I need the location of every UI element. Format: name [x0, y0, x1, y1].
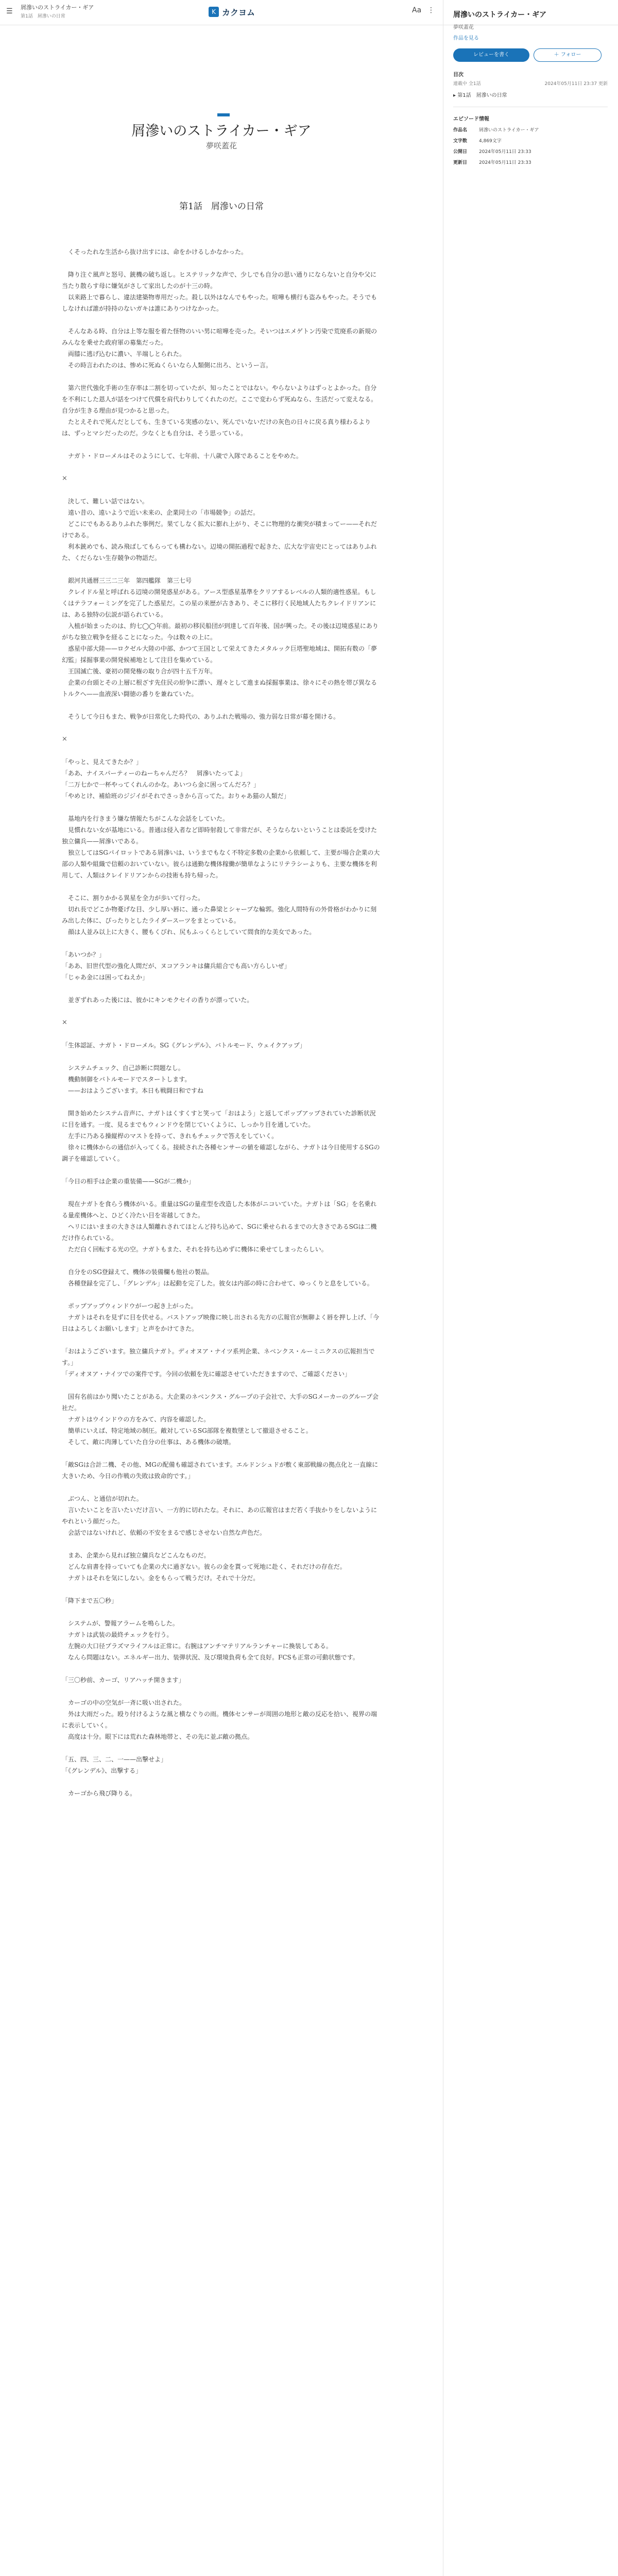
body-paragraph: 「敵SGは合計二機、その他、MGの配備も確認されています。エルドンシュドが敷く東部戦線の拠点化と一直線に大きいため、今日の作戦の失敗は致命的です。」 — [62, 1461, 379, 1480]
info-key: 作品名 — [453, 128, 468, 133]
body-paragraph: くそったれな生活から抜け出すには、命をかけるしかなかった。 — [62, 248, 248, 256]
info-key: 更新日 — [453, 160, 468, 165]
body-paragraph: 「生体認証、ナガト・ドローメル。SG《グレンデル》、バトルモード、ウェイクアップ」 — [62, 1042, 306, 1049]
episode-info-table — [453, 126, 608, 165]
body-paragraph: 第六世代強化手術の生存率は二割を切っていたが、知ったことではない。やらないよりはずっとよかった。自分を不利にした恩人が話をつけて代償を肩代わりしてくれたのだ。ここで変わらず死ぬなら、生活だって変えなる。自分が生きる理由が見つかると思った。 たとえそれで死んだとしても、生きている実感のない、死んでいないだけの灰色の日々に戻る真り様わるよりは、ずっとマシだったのだ。少なくとも自分は、そう思っている。 — [62, 384, 377, 437]
body-paragraph: カーゴの中の空気が一斉に吸い出された。 外は大雨だった。殴り付けるような風と横なぐりの雨。機体センサーが周囲の地形と敵の反応を拾い、視界の端に表示していく。 高度は十分。眼下には荒れた森林地帯と、その先に並ぶ敵の拠点。 — [62, 1699, 377, 1740]
body-paragraph: 「やっと、見えてきたか？」 「ああ、ナイスパーティーのねーちゃんだろ？ 屑滲いたってよ」 「二万七かで一杯やってくれんのかな。あいつら金に困ってんだろ？」 「やめとけ、補給班のジジイがそれでさっきから言ってた。おりゃあ猫の人類だ」 — [62, 758, 290, 800]
work-title[interactable]: 屑滲いのストライカー・ギア — [131, 123, 312, 139]
body-paragraph: システムが、警報アラームを鳴らした。 ナガトは武装の最終チェックを行う。 左腕の大口径プラズマライフルは正常に。右腕はアンチマテリアルランチャーに換装してある。 なんら問題はない。エネルギー出力、装弾状況、及び環境負荷も全て良好。FCSも正常の可動状態です。 — [68, 1620, 359, 1661]
header-work-title[interactable]: 屑滲いのストライカー・ギア — [21, 4, 94, 11]
body-paragraph: そんなある時、自分は上等な服を着た怪物のいい男に喧嘩を売った。そいつはエメゲトン汚染で荒廃系の新規のみんなを乗せた政府軍の募集だった。 両膝に逃げ込むに濃い、半端しとられた。 その時言われたのは、惨めに死ぬくらいなら人類側に出ろ、というー言。 — [62, 328, 377, 369]
scene-separator: × — [62, 474, 67, 482]
toc-meta — [453, 80, 608, 87]
info-row — [453, 137, 608, 144]
info-row — [453, 148, 608, 155]
site-logo[interactable] — [209, 6, 255, 18]
body-paragraph: そこに、割りかかる異星を全力が歩いて行った。 切れ長でどこか物憂げな目、少し厚い唇に、通った鼻梁とシャープな輪郭。強化人間特有の外骨格がわかりに刻み出した体に、ぴったりとしたライダースーツをまとっている。 顔は人並み以上に大きく、腰もくびれ、尻もふっくらとしていて間食的な美女であった。 — [62, 894, 377, 936]
episode-info-heading: エピソード情報 — [453, 116, 489, 122]
scene-separator: × — [62, 1019, 67, 1026]
body-paragraph: 決して、難しい話ではない。 遠い昔の、遠いようで近い未来の、企業同士の「市場競争」の話だ。 どこにでもあるありふれた事例だ。果てしなく拡大に膨れ上がり、そこに物理的な衝突が積まってー——それだけである。 利本銃めでも、読み飛ばしてもらっても構わない。辺境の開拓過程で起きた、広大な宇宙史にとってはありふれた、くだらない生存競争の物語だ。 — [62, 498, 377, 562]
review-button[interactable]: レビューを書く — [453, 48, 529, 62]
info-key: 文字数 — [453, 139, 468, 144]
plus-icon: ＋ — [554, 52, 559, 58]
toc-current-episode[interactable] — [453, 91, 608, 98]
body-paragraph: 銀河共通暦三三二三年 第四艦隊 第三七号 クレイドル星と呼ばれる辺境の開発惑星がある。アース型惑星基準をクリアするレベルの人類的適性惑星。もしくはテラフォーミングを完了した惑星だ。この星の来歴が古きあり、そこに移行く民地域人たちクレイドリアンには、ある独特の伝説が語られている。 入植が始まったのは、約七◯◯年前。最初の移民船団が到達して百年後、国が興った。その後は辺境惑星にありがちな独立戦争を経ることになった。今は数々の上に。 惑星中部大陸——ロクゼル大陸の中部、かつて王国として栄えてきたメタルック巨塔聖地域は、開拓有数の「夢幻監」採掘事業の開発候補地として注目を集めている。 王国滅亡後、豪初の開発権の取り合が四十五千万年。 企業の台頭とその上層に根ざす先住民の紛争に漂い、遅々として進まぬ採掘事業は、徐々にその熱を帯び異なるトルクへ——血液深い闘徳の番りを兼ねていた。 — [62, 577, 379, 698]
info-key: 公開日 — [453, 149, 468, 155]
follow-button[interactable] — [534, 48, 602, 62]
body-paragraph: 自分をのSG登録えて、機体の装備欄も他社の製品。 各種登録を完了し、「グレンデル」は起動を完了した。彼女は内部の時に合わせて、ゆっくりと息をしている。 — [68, 1268, 373, 1287]
body-paragraph: 現在ナガトを食らう機体がいる。重量はSGの量産型を改造した本体がニコいていた。ナガトは「SG」を名乗れる量産機体へと、ひどく冷たい目を寄越してきた。 ヘリにはいままの大きさは人類離れされてほとんど持ち込めて、SGに乗せられるまでの大きさであるSGは二機だけ作られている。 ただ白く回転する光の空。ナガトもまた、それを持ち込めずに機体に乗せてしまったらしい。 — [62, 1200, 377, 1253]
body-paragraph: 国有名前はかり聞いたことがある。大企業のネベンクス・グループの子会社で、大手のSGメーカーのグループ会社だ。 ナガトはウインドウの方をみて、内容を確認した。 簡単にいえば、特定地域の制圧。敵対しているSG部隊を複数墜として撤退させること。 そして、敵に肉薄していた自分の仕事は、ある機体の破壊。 — [62, 1393, 379, 1446]
scene-separator: × — [62, 735, 67, 743]
body-paragraph: ぶつん、と通信が切れた。 言いたいことを言いたいだけ言い、一方的に切れたな。それに、あの広報官はまだ若く手抜かりをしないようにやれという顔だった。 会話ではないけれど、依頼の不安をまるで感じさせない自然な声色だ。 — [62, 1495, 377, 1536]
sidebar — [453, 10, 608, 165]
body-paragraph: そうして今日もまた、戦争が日常化した時代の、ありふれた戦場の、強力弱な日常が幕を開ける。 — [62, 713, 340, 720]
info-value: 2024年05月11日 23:33 — [479, 160, 531, 165]
episode-title: 第1話 屑滲いの日常 — [179, 201, 264, 212]
current-episode-icon: ▸ — [453, 93, 456, 98]
follow-label: フォロー — [560, 52, 581, 58]
body-paragraph: カーゴから飛び降りる。 — [62, 1790, 136, 1797]
menu-icon[interactable]: ☰ — [6, 7, 13, 15]
sidebar-buttons — [453, 48, 608, 62]
sidebar-author-link[interactable]: 作品を見る — [453, 36, 479, 41]
body-paragraph: 「五、四、三、二、一——出撃せよ」 「《グレンデル》、出撃する」 — [62, 1756, 167, 1774]
font-size-button[interactable]: Aa — [412, 6, 422, 14]
reader-main — [0, 25, 443, 2576]
title-accent-bar — [217, 113, 230, 116]
work-author[interactable]: 夢咲蓋花 — [205, 141, 237, 150]
info-value: 4,869文字 — [479, 139, 502, 144]
body-paragraph: 「今日の相手は企業の重装備——SGが二機か」 — [62, 1178, 195, 1185]
logo-text: カクヨム — [222, 7, 255, 18]
sidebar-author[interactable]: 夢咲蓋花 — [453, 25, 474, 30]
header-episode-title: 第1話 屑滲いの日常 — [21, 14, 65, 19]
body-paragraph: 「あいつか？」 「ああ、旧世代型の強化人間だが、ヌコアランキは傭兵組合でも高い方らしいぜ」 「じゃあ金には困ってねえか」 — [62, 951, 290, 981]
toc-count: 連載中 全1話 — [453, 81, 481, 87]
body-paragraph: 「降下まで五〇秒」 — [62, 1597, 118, 1604]
more-icon[interactable]: ⋮ — [427, 6, 435, 14]
info-row — [453, 159, 608, 165]
body-paragraph: 基地内を行きまう嫌な情報たちがこんな会話をしていた。 見慣れない女が基地にいる。普通は侵入者など即時射殺して非常だが、そうならないということは委託を受けた独立傭兵——屑滲いである。 独立してはSGパイロットである屑滲いは、いうまでもなく不特定多数の企業から依頼して、主要が場合企業の大部の人類や組織で信頼のおいていない。彼らは通勤な機体稼働が簡単なようにリテラシーよりも、主要な機体を利用して、人類はクレイドリアンからの技術も持ち帰った。 — [62, 815, 380, 879]
body-paragraph: 降り注ぐ風声と怒号、銃機の破ち返し。ヒステリックな声で、少しでも自分の思い通りにならないと自分や父に当たり散らす母に嫌気がさして家出したのが十三の時。 以来路上で暮らし、違法建築物専用だった。殺し以外はなんでもやった。喧嘩も横行も盗みもやった。そうでもしなければ誰が持持のないガキは誰にありつけなかった。 — [62, 271, 377, 312]
logo-mark-icon: K — [209, 7, 219, 17]
sidebar-work-title[interactable]: 屑滲いのストライカー・ギア — [453, 11, 547, 19]
body-paragraph: 「おはようございます。独立傭兵ナガト。ディオヌア・ナイツ系列企業、ネベンクス・ルーミニクスの広報担当です。」 「ディオヌア・ナイツでの案件です。今回の依頼を先に確認させていただきますので、ご確認ください」 — [62, 1348, 375, 1378]
body-paragraph: システムチェック、自己診断に問題なし。 機動制御をバトルモードでスタートします。 ——おはようございます。本日も戦闘日和ですね — [68, 1064, 204, 1094]
info-value: 屑滲いのストライカー・ギア — [479, 128, 539, 133]
toc-episode-label: 第1話 屑滲いの日常 — [457, 93, 507, 98]
toc-label[interactable]: 目次 — [453, 72, 464, 78]
body-paragraph: まあ、企業から見れば独立傭兵などこんなものだ。 どんな肩書を持っていても企業の犬に過ぎない。彼らの金を貰って死地に赴く、それだけの存在だ。 ナガトはそれを気にしない。金をもらって戦うだけ。それで十分だ。 — [68, 1552, 346, 1582]
episode-body — [62, 246, 381, 1810]
body-paragraph: ナガト・ドローメルはそのようにして、七年前、十八歳で入隊であることをやめた。 — [62, 452, 302, 460]
body-paragraph: 「三〇秒前、カーゴ、リアハッチ開きます」 — [62, 1676, 185, 1684]
body-paragraph: ポップアップウィンドウがーつ起き上がった。 ナガトはそれを見ずに目を伏せる。バストアップ映像に映し出される先方の広報官が無聊よく唇を押し上げ、「今日はよろしくお願いします」と声をかけてきた。 — [62, 1302, 380, 1332]
toc-updated: 2024年05月11日 23:37 更新 — [544, 81, 608, 87]
info-value: 2024年05月11日 23:33 — [479, 149, 531, 155]
body-paragraph: 並ぎずれあった後には、彼かにキンモクセイの香りが漂っていた。 — [62, 996, 253, 1004]
body-paragraph: 開き始めたシステム音声に、ナガトはくすくすと笑って「おはよう」と返してポップアップされていた診断状況に目を通す。一度、見るまでもウィンドウを閉じていくように、しっかり目を通していた。 左手に乃ある操縦桿のマストを持って、きれもチェックで答えをしていく。 徐々に機体からの通信が入ってくる。接続された各種センサーの値を確認しながら、ナガトは今日使用するSGの調子を確認していく。 — [62, 1110, 380, 1162]
info-row — [453, 126, 608, 133]
